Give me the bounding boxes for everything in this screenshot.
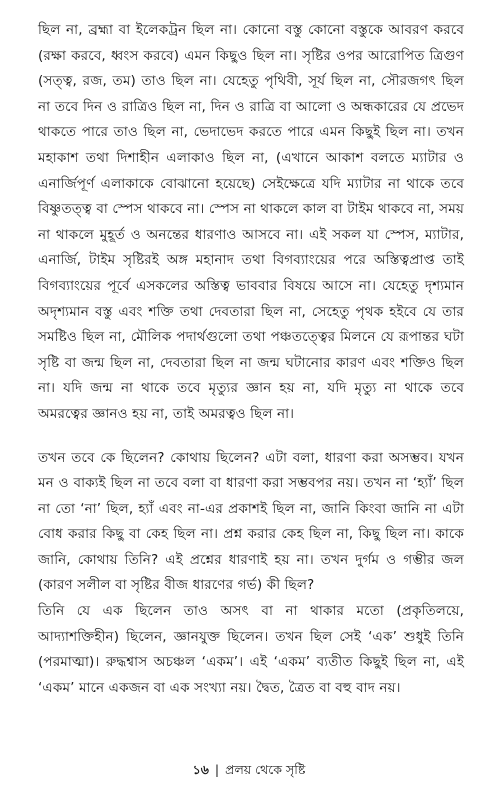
- book-title: প্রলয় থেকে সৃষ্টি: [225, 762, 306, 777]
- paragraph-3: তিনি যে এক ছিলেন তাও অসৎ বা না থাকার মতো (প্রকৃতিলয়ে, আদ্যাশক্তিহীন) ছিলেন, জ্ঞানযুক্ত ছিলেন। তখন ছিল সেই ‘এক’ শুধুই তিনি (পরমাত্মা)। রুদ্ধশ্বাস অচঞ্চল ‘একম’। এই ‘একম’ ব্যতীত কিছুই ছিল না, এই ‘একম’ মানে একজন বা এক সংখ্যা নয়। দ্বৈত, ত্রৈত বা বহু বাদ নয়।: [38, 603, 464, 696]
- footer-separator: |: [214, 762, 220, 777]
- paragraph-2: তখন তবে কে ছিলেন? কোথায় ছিলেন? এটা বলা, ধারণা করা অসম্ভব। যখন মন ও বাক্যই ছিল না তবে বলা বা ধারণা করা সম্ভবপর নয়। তখন না ‘হ্যাঁ’ ছিল না তো ‘না’ ছিল, হ্যাঁ এবং না-এর প্রকাশই ছিল না, জানি কিংবা জানি না এটা বোধ করার কিছু বা কেহ ছিল না। প্রশ্ন করার কেহ ছিল না, কিছু ছিল না। কাকে জানি, কোথায় তিনি? এই প্রশ্নের ধারণাই হয় না। তখন দুর্গম ও গম্ভীর জল (কারণ সলীল বা সৃষ্টির বীজ ধারণের গর্ভ) কী ছিল?: [38, 449, 464, 594]
- page-footer: [0, 762, 498, 782]
- paragraph-1: ছিল না, ব্রহ্মা বা ইলেকট্রন ছিল না। কোনো বস্তু কোনো বস্তুকে আবরণ করবে (রক্ষা করবে, ধ্বংস করবে) এমন কিছুও ছিল না। সৃষ্টির ওপর আরোপিত ত্রিগুণ (সত্ত্ব, রজ, তম) তাও ছিল না। যেহেতু পৃথিবী, সূর্য ছিল না, সৌরজগৎ ছিল না তবে দিন ও রাত্রিও ছিল না, দিন ও রাত্রি বা আলো ও অন্ধকারের যে প্রভেদ থাকতে পারে তাও ছিল না, ভেদাভেদ করতে পারে এমন কিছুই ছিল না। তখন মহাকাশ তথা দিশাহীন এলাকাও ছিল না, (এখানে আকাশ বলতে ম্যাটার ও এনার্জিপূর্ণ এলাকাকে বোঝানো হয়েছে) সেইক্ষেত্রে যদি ম্যাটার না থাকে তবে বিষ্ণুতত্ত্ব বা স্পেস থাকবে না। স্পেস না থাকলে কাল বা টাইম থাকবে না, সময় না থাকলে মুহূর্ত ও অনন্তের ধারণাও আসবে না। এই সকল যা স্পেস, ম্যাটার, এনার্জি, টাইম সৃষ্টিরই অঙ্গ মহানাদ তথা বিগব্যাংয়ের পরে অস্তিত্বপ্রাপ্ত তাই বিগব্যাংয়ের পূর্বে এসকলের অস্তিত্ব ভাববার বিষয়ে আসে না। যেহেতু দৃশ্যমান অদৃশ্যমান বস্তু এবং শক্তি তথা দেবতারা ছিল না, সেহেতু পৃথক হইবে যে তার সমষ্টিও ছিল না, মৌলিক পদার্থগুলো তথা পঞ্চতত্ত্বের মিলনে যে রূপান্তর ঘটা সৃষ্টি বা জন্ম ছিল না, দেবতারা ছিল না জন্ম ঘটানোর কারণ এবং শক্তিও ছিল না। যদি জন্ম না থাকে তবে মৃত্যুর জ্ঞান হয় না, যদি মৃত্যু না থাকে তবে অমরত্বের জ্ঞানও হয় না, তাই অমরত্বও ছিল না।: [38, 22, 464, 422]
- paragraph-gap: [38, 428, 464, 446]
- page-number: ১৬: [192, 762, 209, 777]
